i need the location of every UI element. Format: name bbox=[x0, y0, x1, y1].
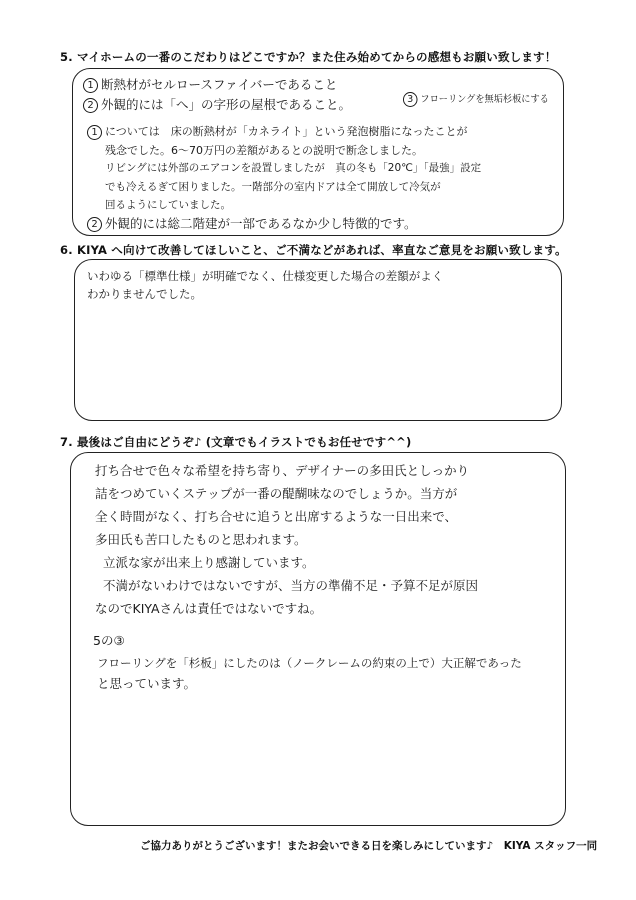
answer-line: 3 フローリングを無垢杉板にする bbox=[403, 91, 549, 107]
answer-line: なのでKIYAさんは責任ではないですね。 bbox=[95, 601, 323, 616]
answer-line: 1 断熱材がセルロースファイバーであること bbox=[83, 75, 337, 93]
question-5-answer-box bbox=[72, 68, 564, 236]
circled-number: 1 bbox=[87, 125, 102, 140]
answer-line: リビングには外部のエアコンを設置しましたが 真の冬も「20℃」「最強」設定 bbox=[105, 162, 482, 174]
answer-line: 不満がないわけではないですが、当方の準備不足・予算不足が原因 bbox=[103, 578, 479, 593]
answer-line: と思っています。 bbox=[97, 676, 197, 691]
answer-line: 2 外観的には「へ」の字形の屋根であること。 bbox=[83, 95, 351, 113]
question-5-heading: 5. マイホームの一番のこだわりはどこですか？また住み始めてからの感想もお願い致します！ bbox=[60, 50, 557, 64]
answer-line: 回るようにしていました。 bbox=[105, 199, 231, 211]
question-7-answer-box bbox=[70, 452, 566, 826]
answer-line: 打ち合せで色々な希望を持ち寄り、デザイナーの多田氏としっかり bbox=[95, 463, 470, 478]
answer-line: でも冷えるぎて困りました。一階部分の室内ドアは全て開放して冷気が bbox=[105, 181, 441, 193]
circled-number: 3 bbox=[403, 92, 418, 107]
answer-line: わかりませんでした。 bbox=[87, 287, 202, 301]
question-7-heading: 7. 最後はご自由にどうぞ♪ (文章でもイラストでもお任せです^^) bbox=[60, 435, 412, 449]
answer-line: 1 については 床の断熱材が「カネライト」という発泡樹脂になったことが bbox=[87, 123, 467, 140]
question-6-heading: 6. KIYA へ向けて改善してほしいこと、ご不満などがあれば、率直なご意見をお願い致します。 bbox=[60, 243, 567, 257]
answer-line: 詰をつめていくステップが一番の醍醐味なのでしょうか。当方が bbox=[95, 486, 458, 501]
circled-number: 1 bbox=[83, 78, 98, 93]
answer-line: 全く時間がなく、打ち合せに追うと出席するような一日出来で、 bbox=[95, 509, 458, 524]
footer-thanks: ご協力ありがとうございます！またお会いできる日を楽しみにしています♪ KIYA スタッフ一同 bbox=[140, 840, 598, 852]
answer-line: フローリングを「杉板」にしたのは（ノークレームの約束の上で）大正解であった bbox=[97, 656, 522, 670]
circled-number: 2 bbox=[87, 217, 102, 232]
question-6-answer-box bbox=[74, 259, 562, 421]
answer-line: いわゆる「標準仕様」が明確でなく、仕様変更した場合の差額がよく bbox=[87, 269, 444, 283]
circled-number: 2 bbox=[83, 98, 98, 113]
answer-line: 残念でした。6〜70万円の差額があるとの説明で断念しました。 bbox=[105, 144, 423, 157]
answer-line: 5の③ bbox=[93, 633, 125, 648]
answer-line: 多田氏も苦口したものと思われます。 bbox=[95, 532, 307, 547]
answer-line: 2 外観的には総二階建が一部であるなか少し特徴的です。 bbox=[87, 214, 417, 232]
answer-line: 立派な家が出来上り感謝しています。 bbox=[103, 555, 315, 570]
